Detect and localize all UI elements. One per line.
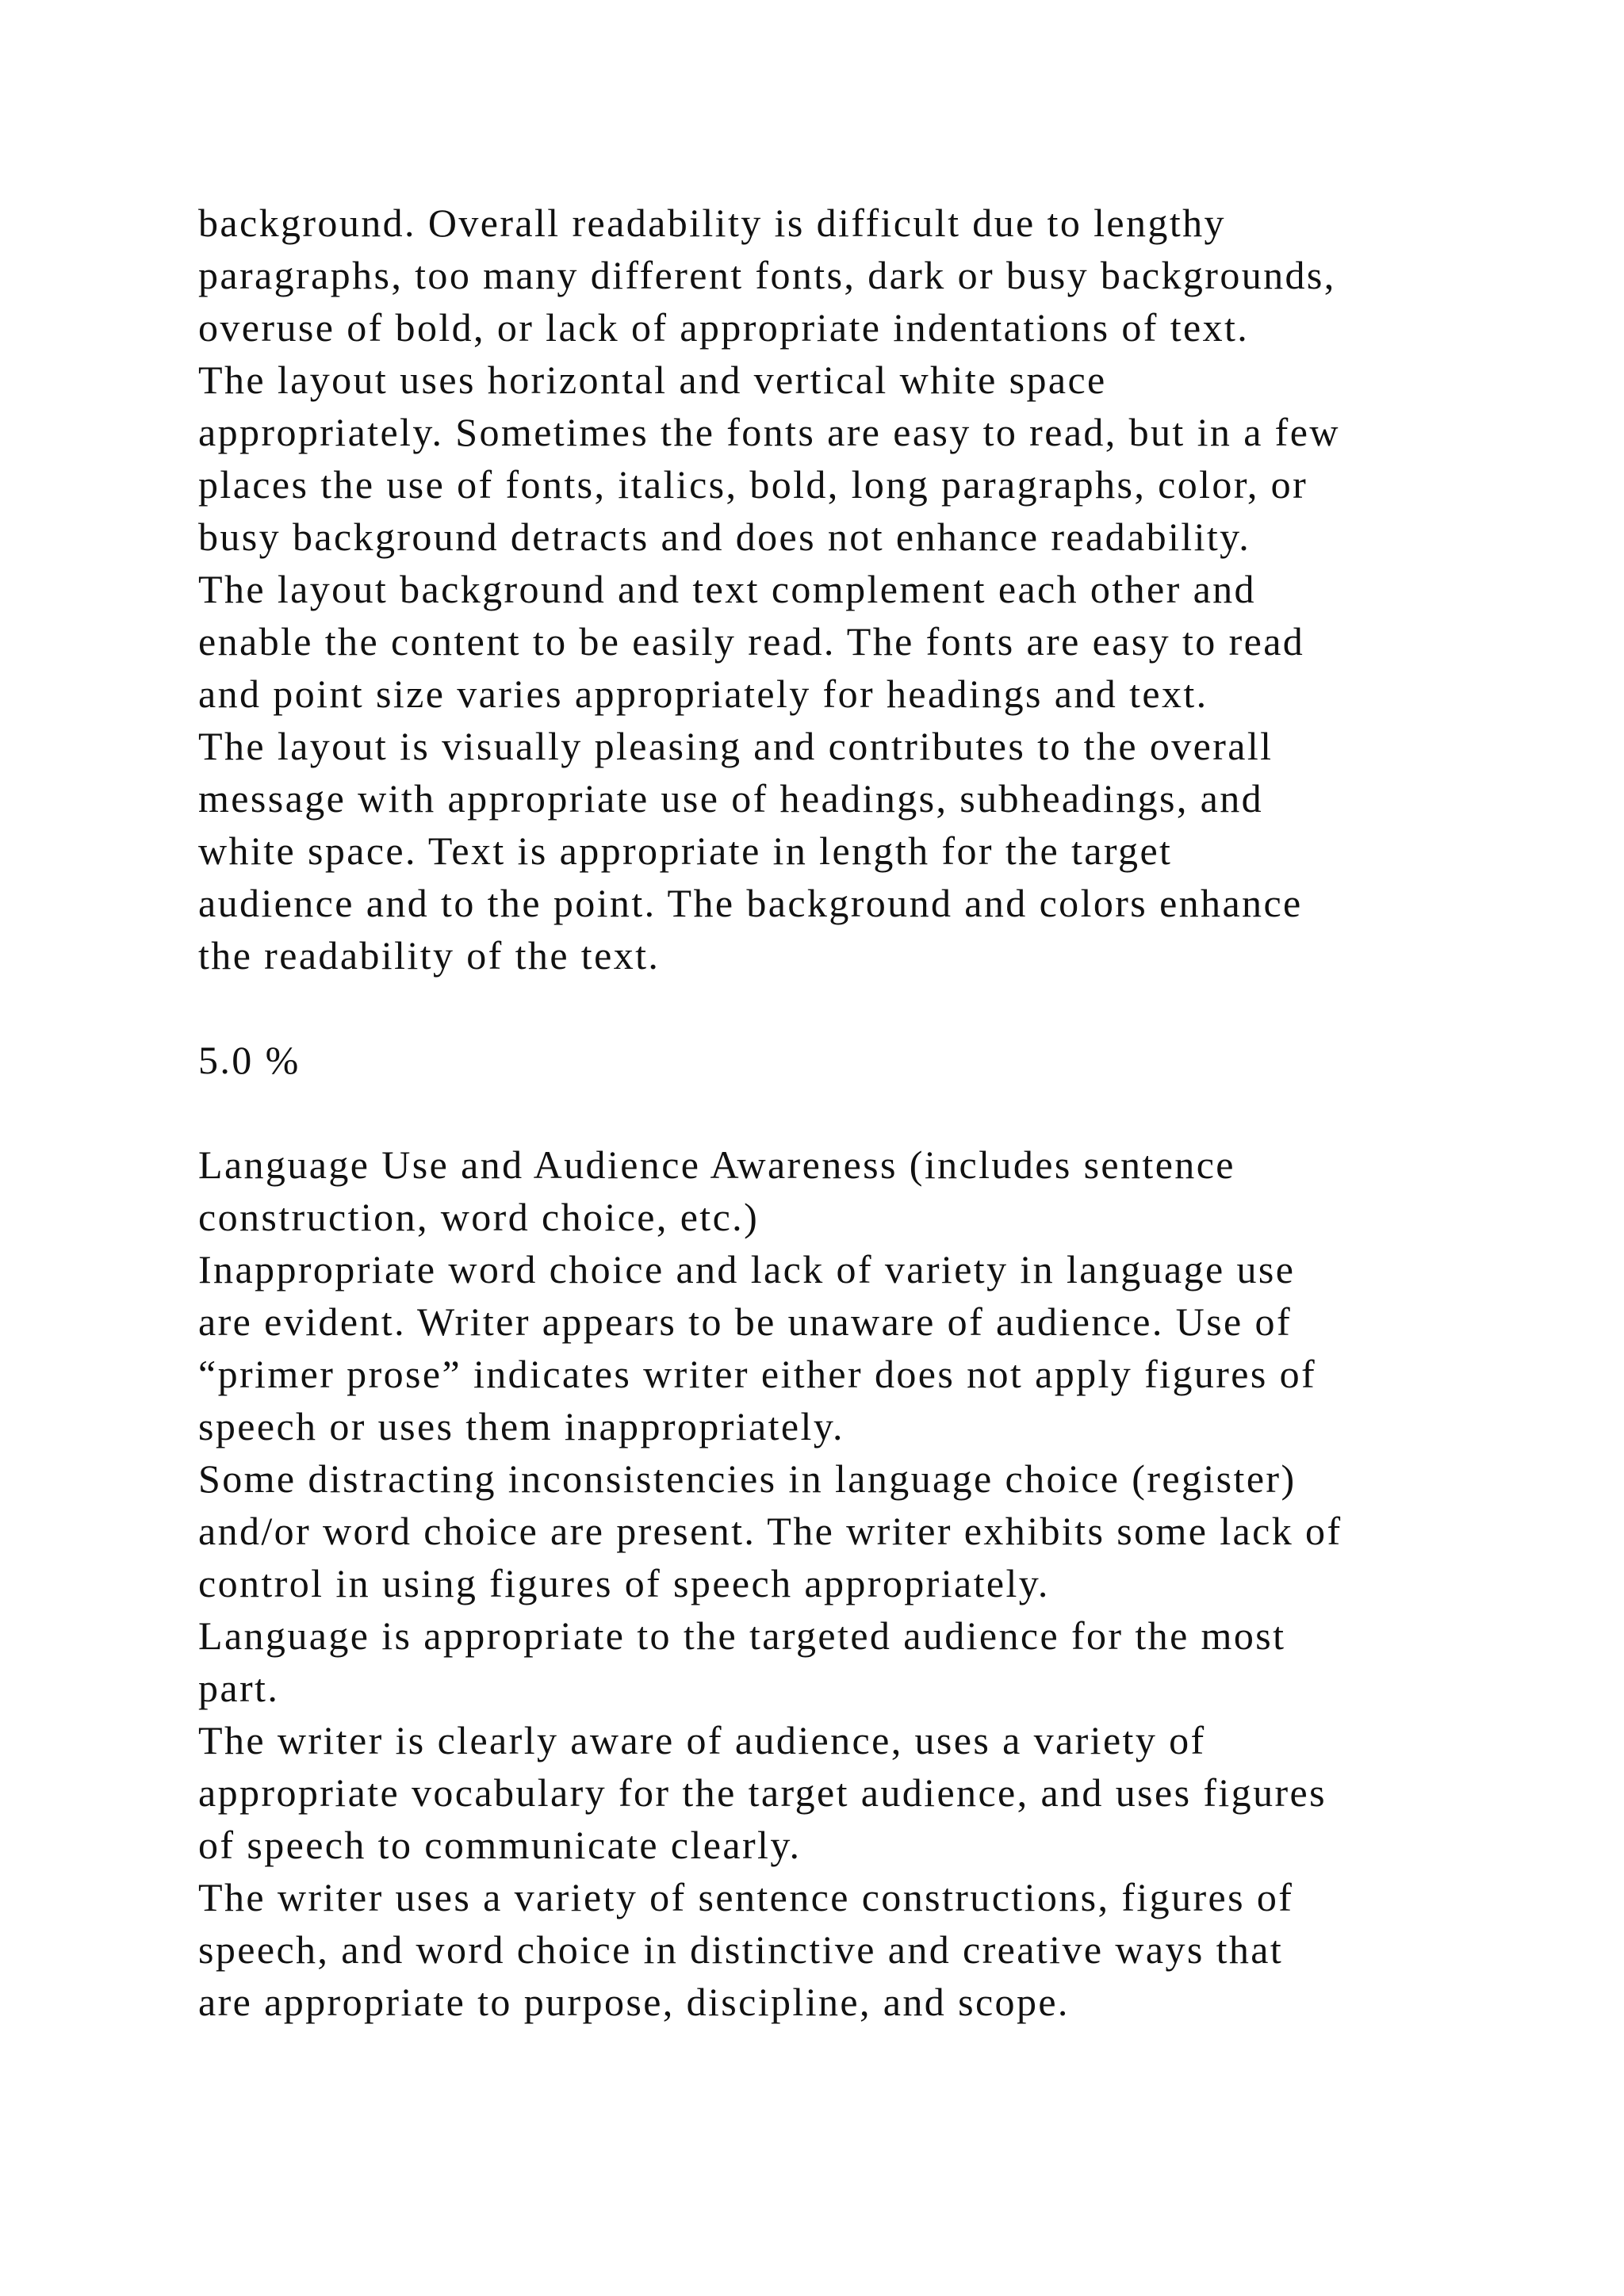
text-line: part. — [198, 1666, 280, 1710]
text-line: speech, and word choice in distinctive and creative ways that — [198, 1927, 1284, 1972]
rubric-layout-criteria-text — [198, 197, 1546, 982]
text-line: appropriately. Sometimes the fonts are easy to read, but in a few — [198, 410, 1340, 454]
text-line: places the use of fonts, italics, bold, long paragraphs, color, or — [198, 462, 1308, 507]
criterion-heading-line: Language Use and Audience Awareness (includes sentence — [198, 1142, 1235, 1187]
text-line: of speech to communicate clearly. — [198, 1823, 802, 1867]
text-line: background. Overall readability is difficult due to lengthy — [198, 201, 1226, 245]
text-line: white space. Text is appropriate in length for the target — [198, 828, 1173, 873]
text-line: Some distracting inconsistencies in language choice (register) — [198, 1456, 1297, 1501]
text-line: The layout background and text complement each other and — [198, 567, 1256, 611]
rubric-language-use-criteria-text — [198, 1138, 1546, 2028]
text-line: message with appropriate use of headings, subheadings, and — [198, 776, 1264, 821]
criterion-heading-line: construction, word choice, etc.) — [198, 1195, 760, 1239]
text-line: audience and to the point. The background and colors enhance — [198, 881, 1303, 925]
text-line: The writer uses a variety of sentence constructions, figures of — [198, 1875, 1294, 1919]
text-line: control in using figures of speech appropriately. — [198, 1561, 1050, 1605]
text-line: speech or uses them inappropriately. — [198, 1404, 845, 1448]
text-line: overuse of bold, or lack of appropriate indentations of text. — [198, 305, 1250, 350]
weight-percentage — [198, 1034, 1546, 1086]
percentage-text: 5.0 % — [198, 1038, 301, 1082]
text-line: The layout uses horizontal and vertical white space — [198, 358, 1107, 402]
text-line: paragraphs, too many different fonts, dark or busy backgrounds, — [198, 253, 1336, 297]
text-line: Language is appropriate to the targeted audience for the most — [198, 1613, 1286, 1658]
text-line: enable the content to be easily read. The fonts are easy to read — [198, 619, 1305, 664]
text-line: are evident. Writer appears to be unaware of audience. Use of — [198, 1299, 1292, 1344]
text-line: busy background detracts and does not enhance readability. — [198, 515, 1251, 559]
text-line: the readability of the text. — [198, 933, 661, 978]
text-line: appropriate vocabulary for the target audience, and uses figures — [198, 1770, 1327, 1815]
text-line: and point size varies appropriately for headings and text. — [198, 672, 1208, 716]
text-line: The writer is clearly aware of audience, uses a variety of — [198, 1718, 1206, 1762]
text-line: and/or word choice are present. The writer exhibits some lack of — [198, 1509, 1342, 1553]
text-line: Inappropriate word choice and lack of variety in language use — [198, 1247, 1296, 1292]
text-line: The layout is visually pleasing and contributes to the overall — [198, 724, 1274, 768]
text-line: are appropriate to purpose, discipline, and scope. — [198, 1980, 1070, 2024]
text-line: “primer prose” indicates writer either does not apply figures of — [198, 1352, 1317, 1396]
